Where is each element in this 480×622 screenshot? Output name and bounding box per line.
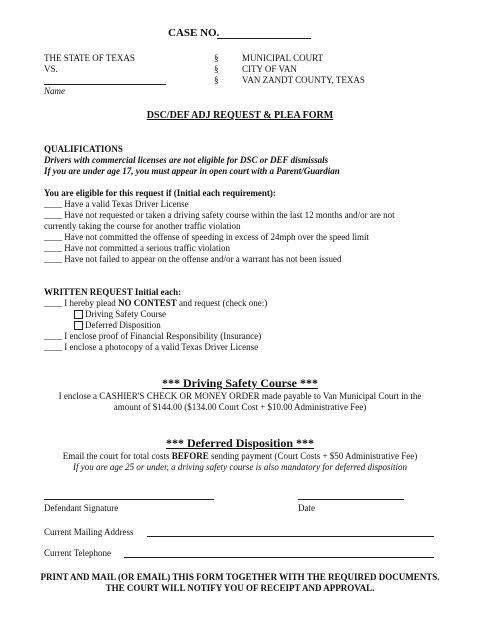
form-title: DSC/DEF ADJ REQUEST & PLEA FORM bbox=[146, 110, 334, 121]
footer-line-2: THE COURT WILL NOTIFY YOU OF RECEIPT AND APPROVAL. bbox=[105, 583, 375, 593]
case-no-label: CASE NO. bbox=[168, 27, 220, 39]
footer-line-1: PRINT AND MAIL (OR EMAIL) THIS FORM TOGETHER WITH THE REQUIRED DOCUMENTS. bbox=[40, 572, 440, 582]
qualifications-line-1: Drivers with commercial licenses are not eligible for DSC or DEF dismissals bbox=[44, 155, 329, 165]
eligible-item: ____ Have a valid Texas Driver License bbox=[44, 199, 189, 209]
mailing-address-field[interactable] bbox=[147, 536, 434, 537]
plea-prefix: ____ I hereby plead bbox=[44, 298, 118, 308]
name-field[interactable] bbox=[44, 84, 166, 85]
def-line-1-prefix: Email the court for total costs bbox=[62, 451, 172, 461]
def-line-1-before: BEFORE bbox=[171, 451, 209, 461]
eligible-item: ____ Have not failed to appear on the offense and/or a warrant has not been issued bbox=[44, 254, 342, 264]
mailing-address-label: Current Mailing Address bbox=[44, 527, 134, 537]
name-label: Name bbox=[44, 86, 65, 96]
defendant-signature-label: Defendant Signature bbox=[44, 503, 119, 513]
plea-suffix: and request (check one:) bbox=[176, 298, 268, 308]
plea-line bbox=[44, 298, 267, 309]
def-line-1-suffix: sending payment (Court Costs + $50 Administrative Fee) bbox=[208, 451, 418, 461]
plea-no-contest: NO CONTEST bbox=[117, 298, 177, 308]
eligible-item: ____ Have not committed the offense of speeding in excess of 24mph over the speed limit bbox=[44, 232, 370, 242]
telephone-field[interactable] bbox=[124, 557, 434, 558]
header-right-1: MUNICIPAL COURT bbox=[242, 53, 324, 63]
header-right-2: CITY OF VAN bbox=[242, 64, 297, 74]
date-field[interactable] bbox=[298, 499, 404, 500]
deferred-disposition-checkbox[interactable] bbox=[74, 321, 83, 330]
date-label: Date bbox=[298, 503, 315, 513]
header-left-2: VS. bbox=[44, 64, 58, 74]
driving-safety-course-option: Driving Safety Course bbox=[85, 309, 166, 319]
def-line-2: If you are age 25 or under, a driving safety course is also mandatory for deferred disposition bbox=[72, 462, 408, 472]
section-symbol-1: § bbox=[214, 53, 219, 63]
qualifications-line-2: If you are under age 17, you must appear in open court with a Parent/Guardian bbox=[44, 166, 340, 176]
eligible-item: currently taking the course for another traffic violation bbox=[44, 221, 241, 231]
section-symbol-3: § bbox=[214, 75, 219, 85]
deferred-disposition-option: Deferred Disposition bbox=[85, 320, 161, 330]
driving-safety-course-checkbox[interactable] bbox=[74, 310, 83, 319]
license-line: ____ I enclose a photocopy of a valid Texas Driver License bbox=[44, 342, 259, 352]
dsc-line-2: amount of $144.00 ($134.00 Court Cost + $10.00 Administrative Fee) bbox=[113, 402, 367, 412]
dsc-title: *** Driving Safety Course *** bbox=[162, 376, 318, 390]
def-line-1 bbox=[0, 451, 480, 462]
header-left-1: THE STATE OF TEXAS bbox=[44, 53, 135, 63]
eligible-item: ____ Have not requested or taken a driving safety course within the last 12 months and/or are not bbox=[44, 210, 395, 220]
telephone-label: Current Telephone bbox=[44, 548, 111, 558]
defendant-signature-field[interactable] bbox=[44, 499, 214, 500]
def-title: *** Deferred Disposition *** bbox=[165, 436, 315, 450]
eligible-heading: You are eligible for this request if (Initial each requirement): bbox=[44, 188, 276, 198]
written-request-heading: WRITTEN REQUEST Initial each: bbox=[44, 287, 182, 297]
section-symbol-2: § bbox=[214, 64, 219, 74]
case-no-field[interactable] bbox=[217, 38, 311, 39]
dsc-line-1: I enclose a CASHIER'S CHECK OR MONEY ORDER made payable to Van Municipal Court in the bbox=[58, 391, 422, 401]
insurance-line: ____ I enclose proof of Financial Responsibility (Insurance) bbox=[44, 331, 262, 341]
header-right-3: VAN ZANDT COUNTY, TEXAS bbox=[242, 75, 365, 85]
qualifications-heading: QUALIFICATIONS bbox=[44, 144, 123, 154]
eligible-item: ____ Have not committed a serious traffic violation bbox=[44, 243, 231, 253]
